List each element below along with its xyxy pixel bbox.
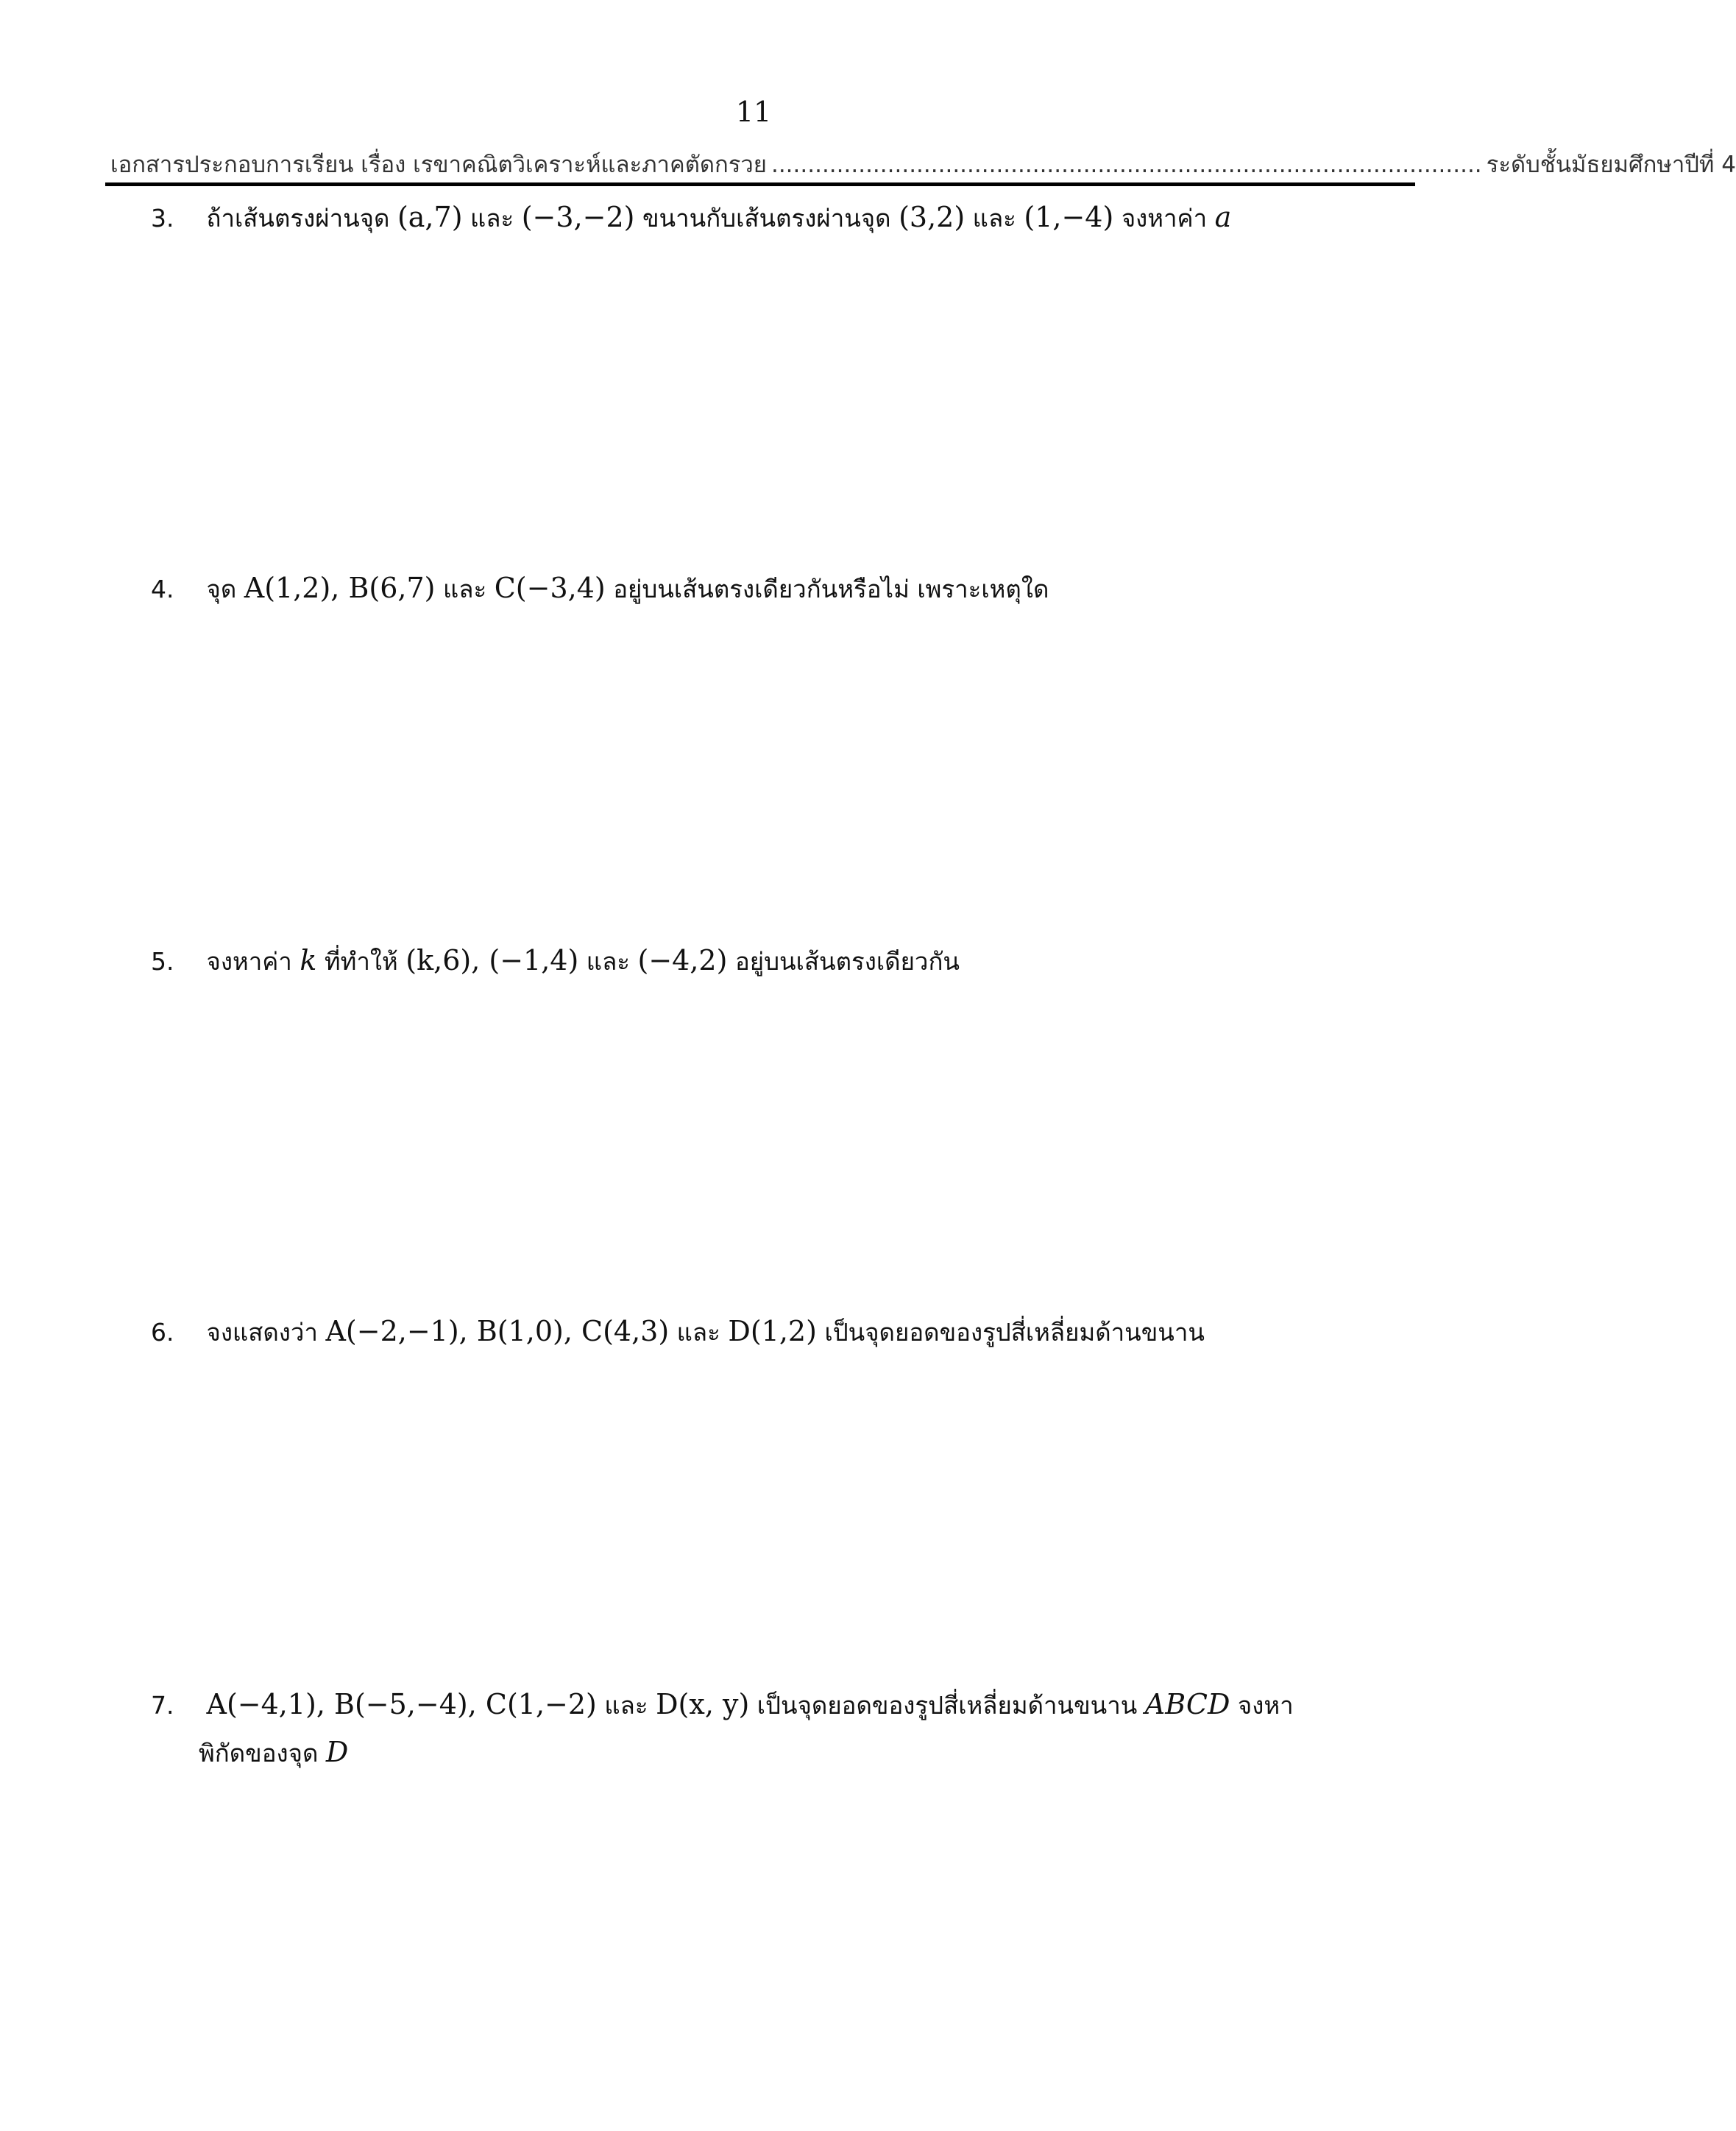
question-7 bbox=[151, 1681, 1424, 1776]
math-expression: D(1,2) bbox=[728, 1315, 817, 1347]
header-title: เอกสารประกอบการเรียน เรื่อง เรขาคณิตวิเคราะห์และภาคตัดกรวย bbox=[110, 152, 767, 178]
question-number: 4. bbox=[151, 575, 174, 603]
math-variable: k bbox=[300, 944, 317, 976]
question-4 bbox=[151, 564, 1424, 612]
math-expression: (k,6), (−1,4) bbox=[405, 944, 579, 976]
question-text: และ bbox=[586, 947, 631, 976]
math-expression: C(−3,4) bbox=[494, 572, 606, 604]
question-text: เป็นจุดยอดของรูปสี่เหลี่ยมด้านขนาน bbox=[824, 1318, 1205, 1347]
question-text: จงแสดงว่า bbox=[206, 1318, 318, 1347]
question-text: จุด bbox=[206, 575, 237, 603]
question-6 bbox=[151, 1308, 1424, 1355]
question-text: ขนานกับเส้นตรงผ่านจุด bbox=[642, 204, 891, 233]
math-expression: D(x, y) bbox=[656, 1688, 750, 1720]
math-variable: D bbox=[325, 1735, 349, 1768]
page-number: 11 bbox=[735, 96, 772, 128]
header-grade-level: ระดับชั้นมัธยมศึกษาปีที่ 4 bbox=[1486, 152, 1736, 178]
question-text: ถ้าเส้นตรงผ่านจุด bbox=[206, 204, 390, 233]
question-text: จงหาค่า bbox=[1121, 204, 1208, 233]
question-text: และ bbox=[972, 204, 1016, 233]
math-expression: (a,7) bbox=[397, 201, 463, 233]
math-expression: (3,2) bbox=[899, 201, 966, 233]
math-variable: ABCD bbox=[1144, 1688, 1230, 1720]
math-variable: a bbox=[1214, 201, 1232, 233]
question-number: 5. bbox=[151, 947, 174, 976]
question-number: 3. bbox=[151, 204, 174, 233]
question-text: ที่ทำให้ bbox=[324, 947, 398, 976]
question-number: 7. bbox=[151, 1691, 174, 1720]
math-expression: A(1,2), B(6,7) bbox=[244, 572, 436, 604]
math-expression: (−3,−2) bbox=[521, 201, 635, 233]
question-text: จงหา bbox=[1237, 1691, 1294, 1720]
question-3 bbox=[151, 194, 1424, 241]
question-5 bbox=[151, 937, 1424, 985]
question-text: อยู่บนเส้นตรงเดียวกันหรือไม่ เพราะเหตุใด bbox=[613, 575, 1049, 603]
question-text: และ bbox=[604, 1691, 648, 1720]
question-text: อยู่บนเส้นตรงเดียวกัน bbox=[734, 947, 960, 976]
header-rule bbox=[105, 182, 1415, 186]
question-number: 6. bbox=[151, 1318, 174, 1347]
question-text: และ bbox=[442, 575, 487, 603]
question-text: และ bbox=[470, 204, 514, 233]
header-dot-leader: .................................................................................................. bbox=[770, 152, 1482, 178]
question-text: พิกัดของจุด bbox=[199, 1738, 319, 1767]
math-expression: A(−4,1), B(−5,−4), C(1,−2) bbox=[206, 1688, 597, 1720]
question-text: เป็นจุดยอดของรูปสี่เหลี่ยมด้านขนาน bbox=[757, 1691, 1138, 1720]
question-continuation bbox=[151, 1728, 1424, 1776]
question-text: และ bbox=[676, 1318, 720, 1347]
running-header bbox=[110, 146, 1736, 182]
math-expression: A(−2,−1), B(1,0), C(4,3) bbox=[325, 1315, 670, 1347]
question-text: จงหาค่า bbox=[206, 947, 292, 976]
math-expression: (1,−4) bbox=[1024, 201, 1114, 233]
math-expression: (−4,2) bbox=[637, 944, 728, 976]
